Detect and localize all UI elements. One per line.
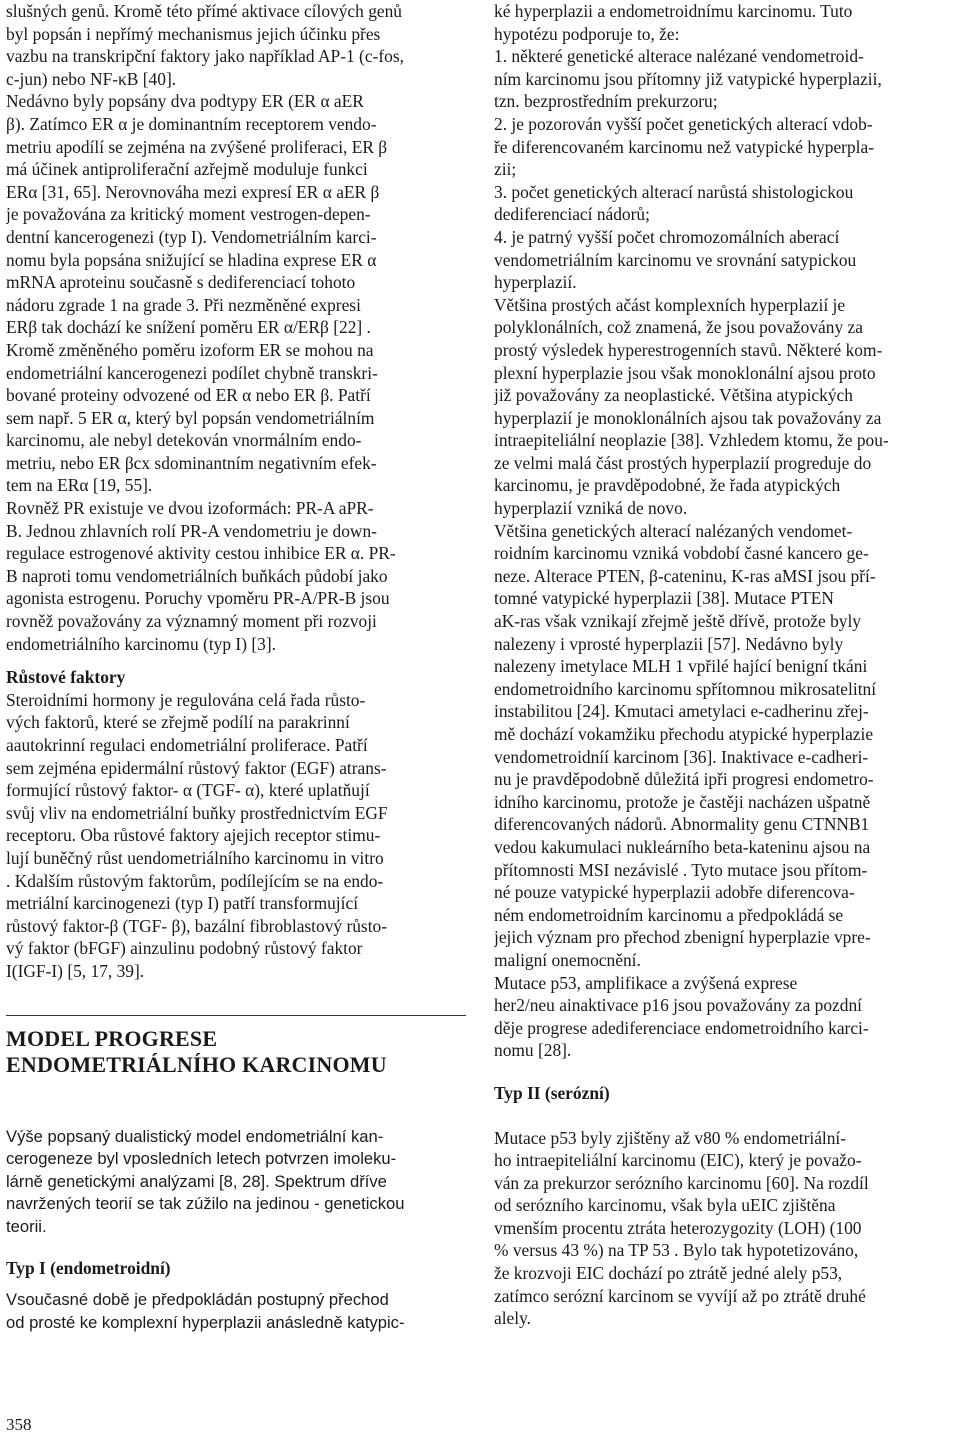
text-line: ném endometroidním karcinomu a předpokládá se (494, 904, 844, 925)
text-line: neze. Alterace PTEN, β-cateninu, K-ras aMSI jsou pří- (494, 565, 876, 586)
text-line: vých faktorů, které se zřejmě podílí na parakrinní (6, 712, 350, 733)
text-line: mě dochází vokamžiku přechodu atypické hyperplazie (494, 724, 874, 744)
growth-factors-heading: Růstové faktory (6, 667, 126, 688)
text-line: vedou kakumulaci nukleárního beta-kateninu ajsou na (494, 836, 871, 857)
text-line: metriu apodílí se zejména na zvýšené proliferaci, ER β (6, 136, 388, 157)
text-line: I(IGF-I) [5, 17, 39]. (6, 960, 145, 981)
left-paragraph-dualistic-model (6, 1126, 466, 1239)
text-line: Rovněž PR existuje ve dvou izoformách: PR-A aPR- (6, 498, 374, 519)
text-line: vmenším procentu ztráta heterozygozity (LOH) (100 (494, 1217, 862, 1238)
type1-heading: Typ I (endometroidní) (6, 1257, 171, 1278)
left-paragraphs-estrogen-receptors (6, 0, 466, 655)
text-line: Mutace p53, amplifikace a zvýšená exprese (494, 972, 798, 993)
text-line: hyperplazií je monoklonálních ajsou tak považovány za (494, 407, 882, 428)
section-divider (6, 1015, 466, 1016)
text-line: vendometriálním karcinomu ve srovnání satypickou (494, 249, 857, 270)
text-line: B naproti tomu vendometriálních buňkách půdobí jako (6, 565, 388, 586)
text-line: 3. počet genetických alterací narůstá shistologickou (494, 181, 854, 202)
text-line: nádoru zgrade 1 na grade 3. Při nezměněné expresi (6, 294, 361, 315)
text-line: Většina prostých ačást komplexních hyperplazií je (494, 294, 846, 315)
text-line: idního karcinomu, protože je častěji nacházen ušpatně (494, 791, 871, 812)
text-line: slušných genů. Kromě této přímé aktivace cílových genů (6, 1, 403, 21)
text-line: zatímco serózní karcinom se vyvíjí až po ztrátě druhé (494, 1285, 866, 1306)
text-line: maligní onemocnění. (494, 949, 641, 970)
text-line: přítomnosti MSI nezávislé . Tyto mutace jsou přítom- (494, 859, 868, 880)
text-line: má účinek antiproliferační azřejmě moduluje funkci (6, 159, 368, 180)
text-line: vazbu na transkripční faktory jako například AP-1 (c-fos, (6, 46, 404, 67)
text-line: alely. (494, 1308, 532, 1329)
text-line: rovněž považovány za významný moment při rozvoji (6, 611, 377, 632)
text-line: cerogeneze byl vposledních letech potvrzen imoleku- (6, 1149, 397, 1169)
text-line: svůj vliv na endometriální buňky prostřednictvím EGF (6, 802, 388, 823)
text-line: agonista estrogenu. Poruchy vpoměru PR-A/PR-B jsou (6, 588, 390, 609)
text-line: β). Zatímco ER α je dominantním receptorem vendo- (6, 113, 377, 134)
text-line: endometriální kancerogenezi podílet chybně transkri- (6, 362, 378, 383)
text-line: Mutace p53 byly zjištěny až v80 % endometriální- (494, 1127, 847, 1148)
section-heading-line1: MODEL PROGRESE (6, 1025, 218, 1051)
text-line: né pouze vatypické hyperplazii adobře diferencova- (494, 882, 855, 903)
text-line: c-jun) nebo NF-κB [40]. (6, 68, 177, 89)
text-line: Nedávno byly popsány dva podtypy ER (ER α aER (6, 91, 364, 112)
text-line: metriu, nebo ER βcx sdominantním negativním efek- (6, 452, 377, 473)
text-line: endometroidního karcinomu spřítomnou mikrosatelitní (494, 678, 877, 699)
text-line: teorii. (6, 1216, 47, 1236)
text-line: je považována za kritický moment vestrogen-depen- (6, 204, 371, 225)
text-line: nu je pravděpodobně důležitá ipři progresi endometro- (494, 769, 874, 790)
text-line: děje progrese adediferenciace endometroidního karci- (494, 1017, 869, 1038)
text-line: diferencovaných nádorů. Abnormality genu CTNNB1 (494, 814, 870, 835)
text-line: karcinomu, ale nebyl detekován vnormálním endo- (6, 430, 362, 451)
text-line: B. Jednou zhlavních rolí PR-A vendometriu je down- (6, 520, 377, 541)
text-line: růstový faktor-β (TGF- β), bazální fibroblastový růsto- (6, 915, 388, 936)
left-paragraph-type1 (6, 1289, 466, 1334)
left-column (6, 0, 466, 1334)
text-line: roidním karcinomu vzniká vobdobí časné kancero ge- (494, 543, 869, 564)
text-line: jejich význam pro přechod zbenigní hyperplazie vpre- (494, 927, 871, 948)
text-line: dentní kancerogenezi (typ I). Vendometriálním karci- (6, 226, 377, 247)
text-line: Většina genetických alterací nalézaných vendomet- (494, 520, 853, 541)
text-line: endometriálního karcinomu (typ I) [3]. (6, 633, 276, 654)
text-line: 1. některé genetické alterace nalézané vendometroid- (494, 46, 864, 67)
text-line: 2. je pozorován vyšší počet genetických alterací vdob- (494, 113, 873, 134)
text-line: že krozvoji EIC dochází po ztrátě jedné alely p53, (494, 1263, 843, 1284)
text-line: plexní hyperplazie jsou však monoklonální ajsou proto (494, 362, 876, 383)
page-number: 358 (6, 1415, 32, 1434)
text-line: mRNA aproteinu současně s dediferenciací tohoto (6, 272, 356, 293)
text-line: ké hyperplazii a endometroidnímu karcinomu. Tuto (494, 1, 853, 21)
text-line: ván za prekurzor serózního karcinomu [60]. Na rozdíl (494, 1172, 869, 1193)
text-line: polyklonálních, což znamená, že jsou považovány za (494, 317, 863, 338)
text-line: bované proteiny odvozené od ER α nebo ER β. Patří (6, 385, 371, 406)
right-paragraph-type2 (494, 1127, 954, 1330)
text-line: tzn. bezprostředním prekurzoru; (494, 91, 718, 112)
text-line: ře diferencovaném karcinomu než vatypické hyperpla- (494, 136, 874, 157)
text-line: sem zejména epidermální růstový faktor (EGF) atrans- (6, 757, 387, 778)
text-line: od prosté ke komplexní hyperplazii anásledně katypic- (6, 1312, 405, 1332)
text-line: Výše popsaný dualistický model endometriální kan- (6, 1126, 384, 1146)
text-line: hyperplazií. (494, 272, 577, 293)
text-line: tem na ERα [19, 55]. (6, 475, 153, 496)
text-line: navržených teorií se tak zúžilo na jedinou - genetickou (6, 1194, 405, 1214)
text-line: her2/neu ainaktivace p16 jsou považovány za pozdní (494, 995, 862, 1016)
section-heading-line2: ENDOMETRIÁLNÍHO KARCINOMU (6, 1051, 387, 1077)
text-line: formující růstový faktor- α (TGF- α), které uplatňují (6, 780, 370, 801)
text-line: . Kdalším růstovým faktorům, podílejícím se na endo- (6, 870, 384, 891)
text-line: zii; (494, 159, 517, 180)
text-line: prostý výsledek hyperestrogenních stavů. Některé kom- (494, 339, 883, 360)
text-line: byl popsán i nepřímý mechanismus jejich účinku přes (6, 23, 381, 44)
text-line: ERα [31, 65]. Nerovnováha mezi expresí ER α aER β (6, 181, 380, 202)
text-line: hypotézu podporuje to, že: (494, 23, 680, 44)
text-line: hyperplazií vzniká de novo. (494, 498, 688, 519)
text-line: metriální karcinogenezi (typ I) patří transformující (6, 893, 359, 914)
type2-heading: Typ II (serózní) (494, 1082, 610, 1103)
text-line: lují buněčný růst uendometriálního karcinomu in vitro (6, 847, 384, 868)
text-line: Steroidními hormony je regulována celá řada růsto- (6, 689, 366, 710)
text-line: nomu [28]. (494, 1040, 572, 1061)
text-line: sem např. 5 ER α, který byl popsán vendometriálním (6, 407, 375, 428)
text-line: ho intraepiteliální karcinomu (EIC), který je považo- (494, 1150, 862, 1171)
text-line: vendometroidníí karcinom [36]. Inaktivace e-cadheri- (494, 746, 869, 767)
text-line: tomné vatypické hyperplazii [38]. Mutace PTEN (494, 588, 834, 609)
text-line: vý faktor (bFGF) ainzulinu podobný růstový faktor (6, 938, 363, 959)
right-column (494, 0, 954, 1330)
text-line: ním karcinomu jsou přítomny již vatypické hyperplazii, (494, 68, 882, 89)
text-line: nalezeny i vprosté hyperplazii [57]. Nedávno byly (494, 633, 844, 654)
text-line: aK-ras však vznikají zřejmě ještě dřívě, protože byly (494, 611, 861, 632)
text-line: Vsoučasné době je předpokládán postupný přechod (6, 1290, 389, 1310)
text-line: od serózního karcinomu, však byla uEIC zjištěna (494, 1195, 836, 1216)
text-line: aautokrinní regulaci endometriální proliferace. Patří (6, 735, 368, 755)
text-line: již považovány za neoplastické. Většina atypických (494, 385, 853, 406)
text-line: ze velmi malá část prostých hyperplazií progreduje do (494, 452, 872, 473)
text-line: % versus 43 %) na TP 53 . Bylo tak hypotetizováno, (494, 1240, 859, 1261)
right-paragraphs-hypothesis (494, 0, 954, 1062)
text-line: receptoru. Oba růstové faktory ajejich receptor stimu- (6, 825, 381, 846)
text-line: 4. je patrný vyšší počet chromozomálních aberací (494, 226, 840, 247)
text-line: nomu byla popsána snižující se hladina exprese ER α (6, 249, 377, 270)
text-line: ERβ tak dochází ke snížení poměru ER α/ERβ [22] . (6, 317, 371, 338)
text-line: nalezeny imetylace MLH 1 vpřilé hající benigní tkáni (494, 656, 868, 677)
text-line: dediferenciací nádorů; (494, 204, 650, 225)
left-paragraphs-growth-factors (6, 689, 466, 983)
text-line: regulace estrogenové aktivity cestou inhibice ER α. PR- (6, 543, 396, 564)
text-line: Kromě změněného poměru izoform ER se mohou na (6, 339, 374, 360)
text-line: karcinomu, je pravděpodobné, že řada atypických (494, 475, 841, 496)
text-line: intraepiteliální neoplazie [38]. Vzhledem ktomu, že pou- (494, 430, 889, 451)
text-line: lárně genetickými analýzami [8, 28]. Spektrum dříve (6, 1171, 387, 1191)
text-line: instabilitou [24]. Kmutaci ametylaci e-cadherinu zřej- (494, 701, 869, 722)
